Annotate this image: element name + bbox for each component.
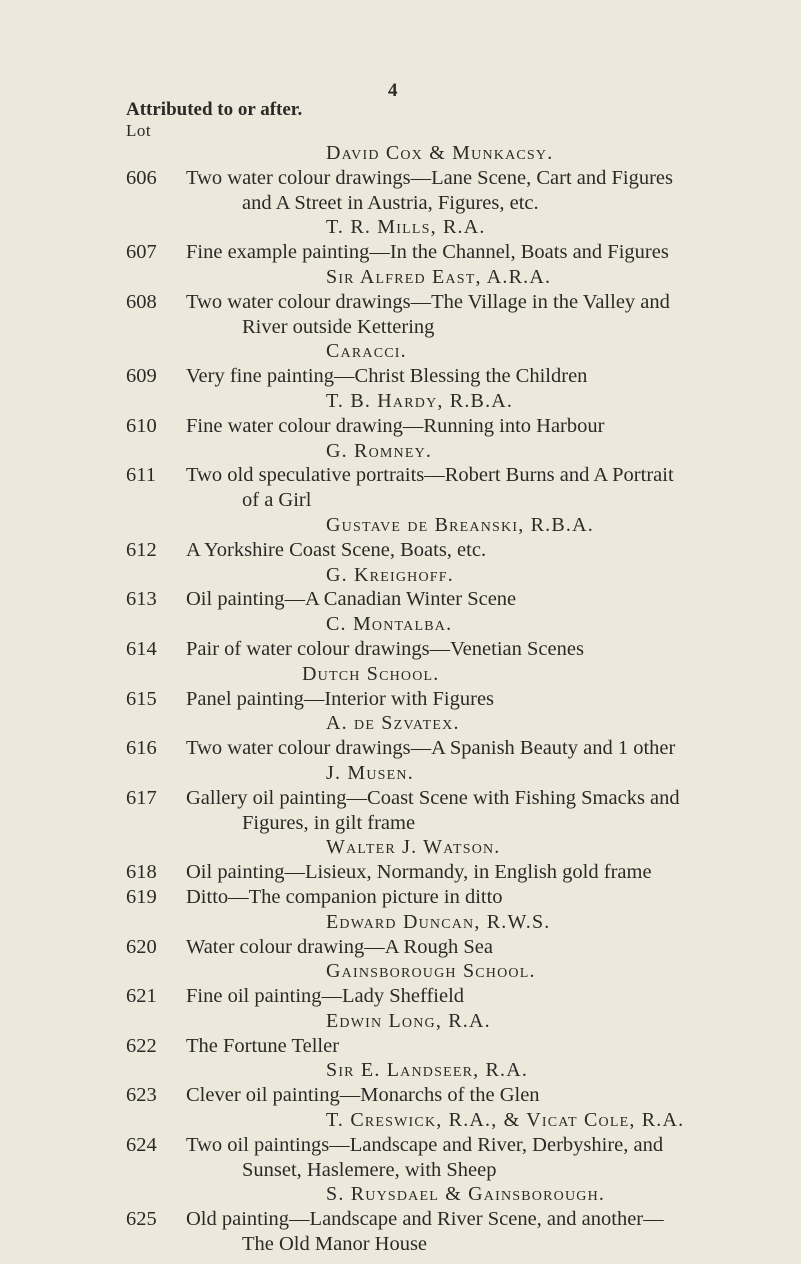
artist-attribution: Edwin Long, R.A. xyxy=(326,1009,491,1032)
lot-number: 614 xyxy=(126,637,157,660)
artist-attribution: T. R. Mills, R.A. xyxy=(326,216,486,239)
artist-attribution: David Cox & Munkacsy. xyxy=(326,142,554,164)
lot-number: 607 xyxy=(126,241,157,264)
lot-description: The Fortune Teller xyxy=(186,1034,340,1057)
artist-line xyxy=(0,959,801,984)
lot-number: 612 xyxy=(126,538,157,561)
page-number: 4 xyxy=(388,80,398,101)
lot-entry xyxy=(0,687,801,712)
lot-entry xyxy=(0,935,801,960)
lot-description: Panel painting—Interior with Figures xyxy=(186,687,495,710)
lot-continuation xyxy=(0,1158,801,1183)
lot-continuation xyxy=(0,191,801,216)
lot-entry xyxy=(0,736,801,761)
lot-entry xyxy=(0,538,801,563)
artist-line xyxy=(0,612,801,637)
lot-description: The Old Manor House xyxy=(242,1233,428,1256)
lot-description: A Yorkshire Coast Scene, Boats, etc. xyxy=(186,538,487,561)
artist-line xyxy=(0,265,801,290)
artist-line xyxy=(0,1058,801,1083)
lot-number: 624 xyxy=(126,1133,157,1156)
lot-description: Two old speculative portraits—Robert Burns and A Portrait xyxy=(186,464,674,487)
lot-continuation xyxy=(0,811,801,836)
artist-line xyxy=(0,389,801,414)
lot-description: Two water colour drawings—Lane Scene, Cart and Figures xyxy=(186,166,674,189)
lot-number: 609 xyxy=(126,365,157,388)
lot-column-label: Lot xyxy=(126,121,152,140)
lot-entry xyxy=(0,587,801,612)
lot-description: Fine example painting—In the Channel, Boats and Figures xyxy=(186,241,669,264)
artist-attribution: Gainsborough School. xyxy=(326,960,536,983)
lot-entry xyxy=(0,1083,801,1108)
artist-attribution: Sir E. Landseer, R.A. xyxy=(326,1059,529,1082)
lot-description: Pair of water colour drawings—Venetian Scenes xyxy=(186,637,584,660)
lot-number: 623 xyxy=(126,1084,157,1107)
lot-number: 617 xyxy=(126,786,157,809)
lot-description: Sunset, Haslemere, with Sheep xyxy=(242,1158,497,1181)
artist-attribution: Sir Alfred East, A.R.A. xyxy=(326,265,552,288)
lot-entry xyxy=(0,1133,801,1158)
lot-entry xyxy=(0,414,801,439)
lot-description: Ditto—The companion picture in ditto xyxy=(186,885,503,908)
lot-entry xyxy=(0,290,801,315)
lot-entry xyxy=(0,786,801,811)
lot-number: 621 xyxy=(126,985,157,1008)
lot-description: Gallery oil painting—Coast Scene with Fishing Smacks and xyxy=(186,786,680,809)
artist-line xyxy=(0,141,801,166)
lot-entry xyxy=(0,1207,801,1232)
lot-description: Oil painting—A Canadian Winter Scene xyxy=(186,588,517,611)
lot-entry xyxy=(0,860,801,885)
lot-description: Very fine painting—Christ Blessing the Children xyxy=(186,365,588,388)
artist-line xyxy=(0,215,801,240)
lot-number: 608 xyxy=(126,290,157,313)
artist-line xyxy=(0,1108,801,1133)
lot-entry xyxy=(0,364,801,389)
lot-entry xyxy=(0,1034,801,1059)
artist-attribution: A. de Szvatex. xyxy=(326,712,460,735)
lot-number: 613 xyxy=(126,588,157,611)
lot-continuation xyxy=(0,315,801,340)
lot-continuation xyxy=(0,488,801,513)
artist-line xyxy=(0,1009,801,1034)
lot-number: 615 xyxy=(126,687,157,710)
artist-line xyxy=(0,339,801,364)
lot-entry xyxy=(0,240,801,265)
lot-description: Old painting—Landscape and River Scene, and another— xyxy=(186,1208,664,1231)
lot-entry xyxy=(0,166,801,191)
lot-number: 611 xyxy=(126,464,156,487)
lot-description: Figures, in gilt frame xyxy=(242,811,416,834)
artist-line xyxy=(0,513,801,538)
artist-line xyxy=(0,662,801,687)
artist-line xyxy=(0,1182,801,1207)
lot-description: River outside Kettering xyxy=(242,315,435,338)
lot-continuation xyxy=(0,1232,801,1257)
lot-description: Two water colour drawings—The Village in the Valley and xyxy=(186,290,670,313)
lot-number: 619 xyxy=(126,885,157,908)
lot-entry xyxy=(0,637,801,662)
artist-attribution: Dutch School. xyxy=(302,662,440,685)
artist-attribution: T. B. Hardy, R.B.A. xyxy=(326,389,514,412)
lot-entry xyxy=(0,463,801,488)
artist-line xyxy=(0,910,801,935)
artist-attribution: Gustave de Breanski, R.B.A. xyxy=(326,513,594,536)
artist-line xyxy=(0,761,801,786)
artist-attribution: Caracci. xyxy=(326,340,407,363)
artist-attribution: G. Romney. xyxy=(326,439,433,462)
lot-description: Fine oil painting—Lady Sheffield xyxy=(186,985,465,1008)
artist-line xyxy=(0,835,801,860)
lot-number: 610 xyxy=(126,414,157,437)
lot-description: Water colour drawing—A Rough Sea xyxy=(186,935,493,958)
lot-description: Oil painting—Lisieux, Normandy, in English gold frame xyxy=(186,861,652,884)
lot-number: 622 xyxy=(126,1034,157,1057)
artist-attribution: S. Ruysdael & Gainsborough. xyxy=(326,1183,606,1206)
lot-description: and A Street in Austria, Figures, etc. xyxy=(242,191,539,214)
lot-description: of a Girl xyxy=(242,489,312,512)
artist-attribution: Walter J. Watson. xyxy=(326,836,501,859)
artist-line xyxy=(0,711,801,736)
section-heading: Attributed to or after. xyxy=(126,99,303,120)
lot-number: 618 xyxy=(126,861,157,884)
lot-description: Two oil paintings—Landscape and River, Derbyshire, and xyxy=(186,1133,664,1156)
artist-attribution: T. Creswick, R.A., & Vicat Cole, R.A. xyxy=(326,1109,685,1132)
lot-number: 606 xyxy=(126,166,157,189)
lot-entry xyxy=(0,885,801,910)
artist-attribution: C. Montalba. xyxy=(326,613,453,636)
lot-description: Fine water colour drawing—Running into Harbour xyxy=(186,414,605,437)
lot-description: Two water colour drawings—A Spanish Beauty and 1 other xyxy=(186,737,676,760)
lot-number: 616 xyxy=(126,737,157,760)
lot-number: 620 xyxy=(126,935,157,958)
lot-list xyxy=(0,141,801,1257)
artist-line xyxy=(0,563,801,588)
artist-attribution: J. Musen. xyxy=(326,761,414,784)
lot-number: 625 xyxy=(126,1208,157,1231)
artist-line xyxy=(0,439,801,464)
lot-entry xyxy=(0,984,801,1009)
artist-attribution: Edward Duncan, R.W.S. xyxy=(326,910,551,933)
artist-attribution: G. Kreighoff. xyxy=(326,563,454,586)
lot-description: Clever oil painting—Monarchs of the Glen xyxy=(186,1084,540,1107)
